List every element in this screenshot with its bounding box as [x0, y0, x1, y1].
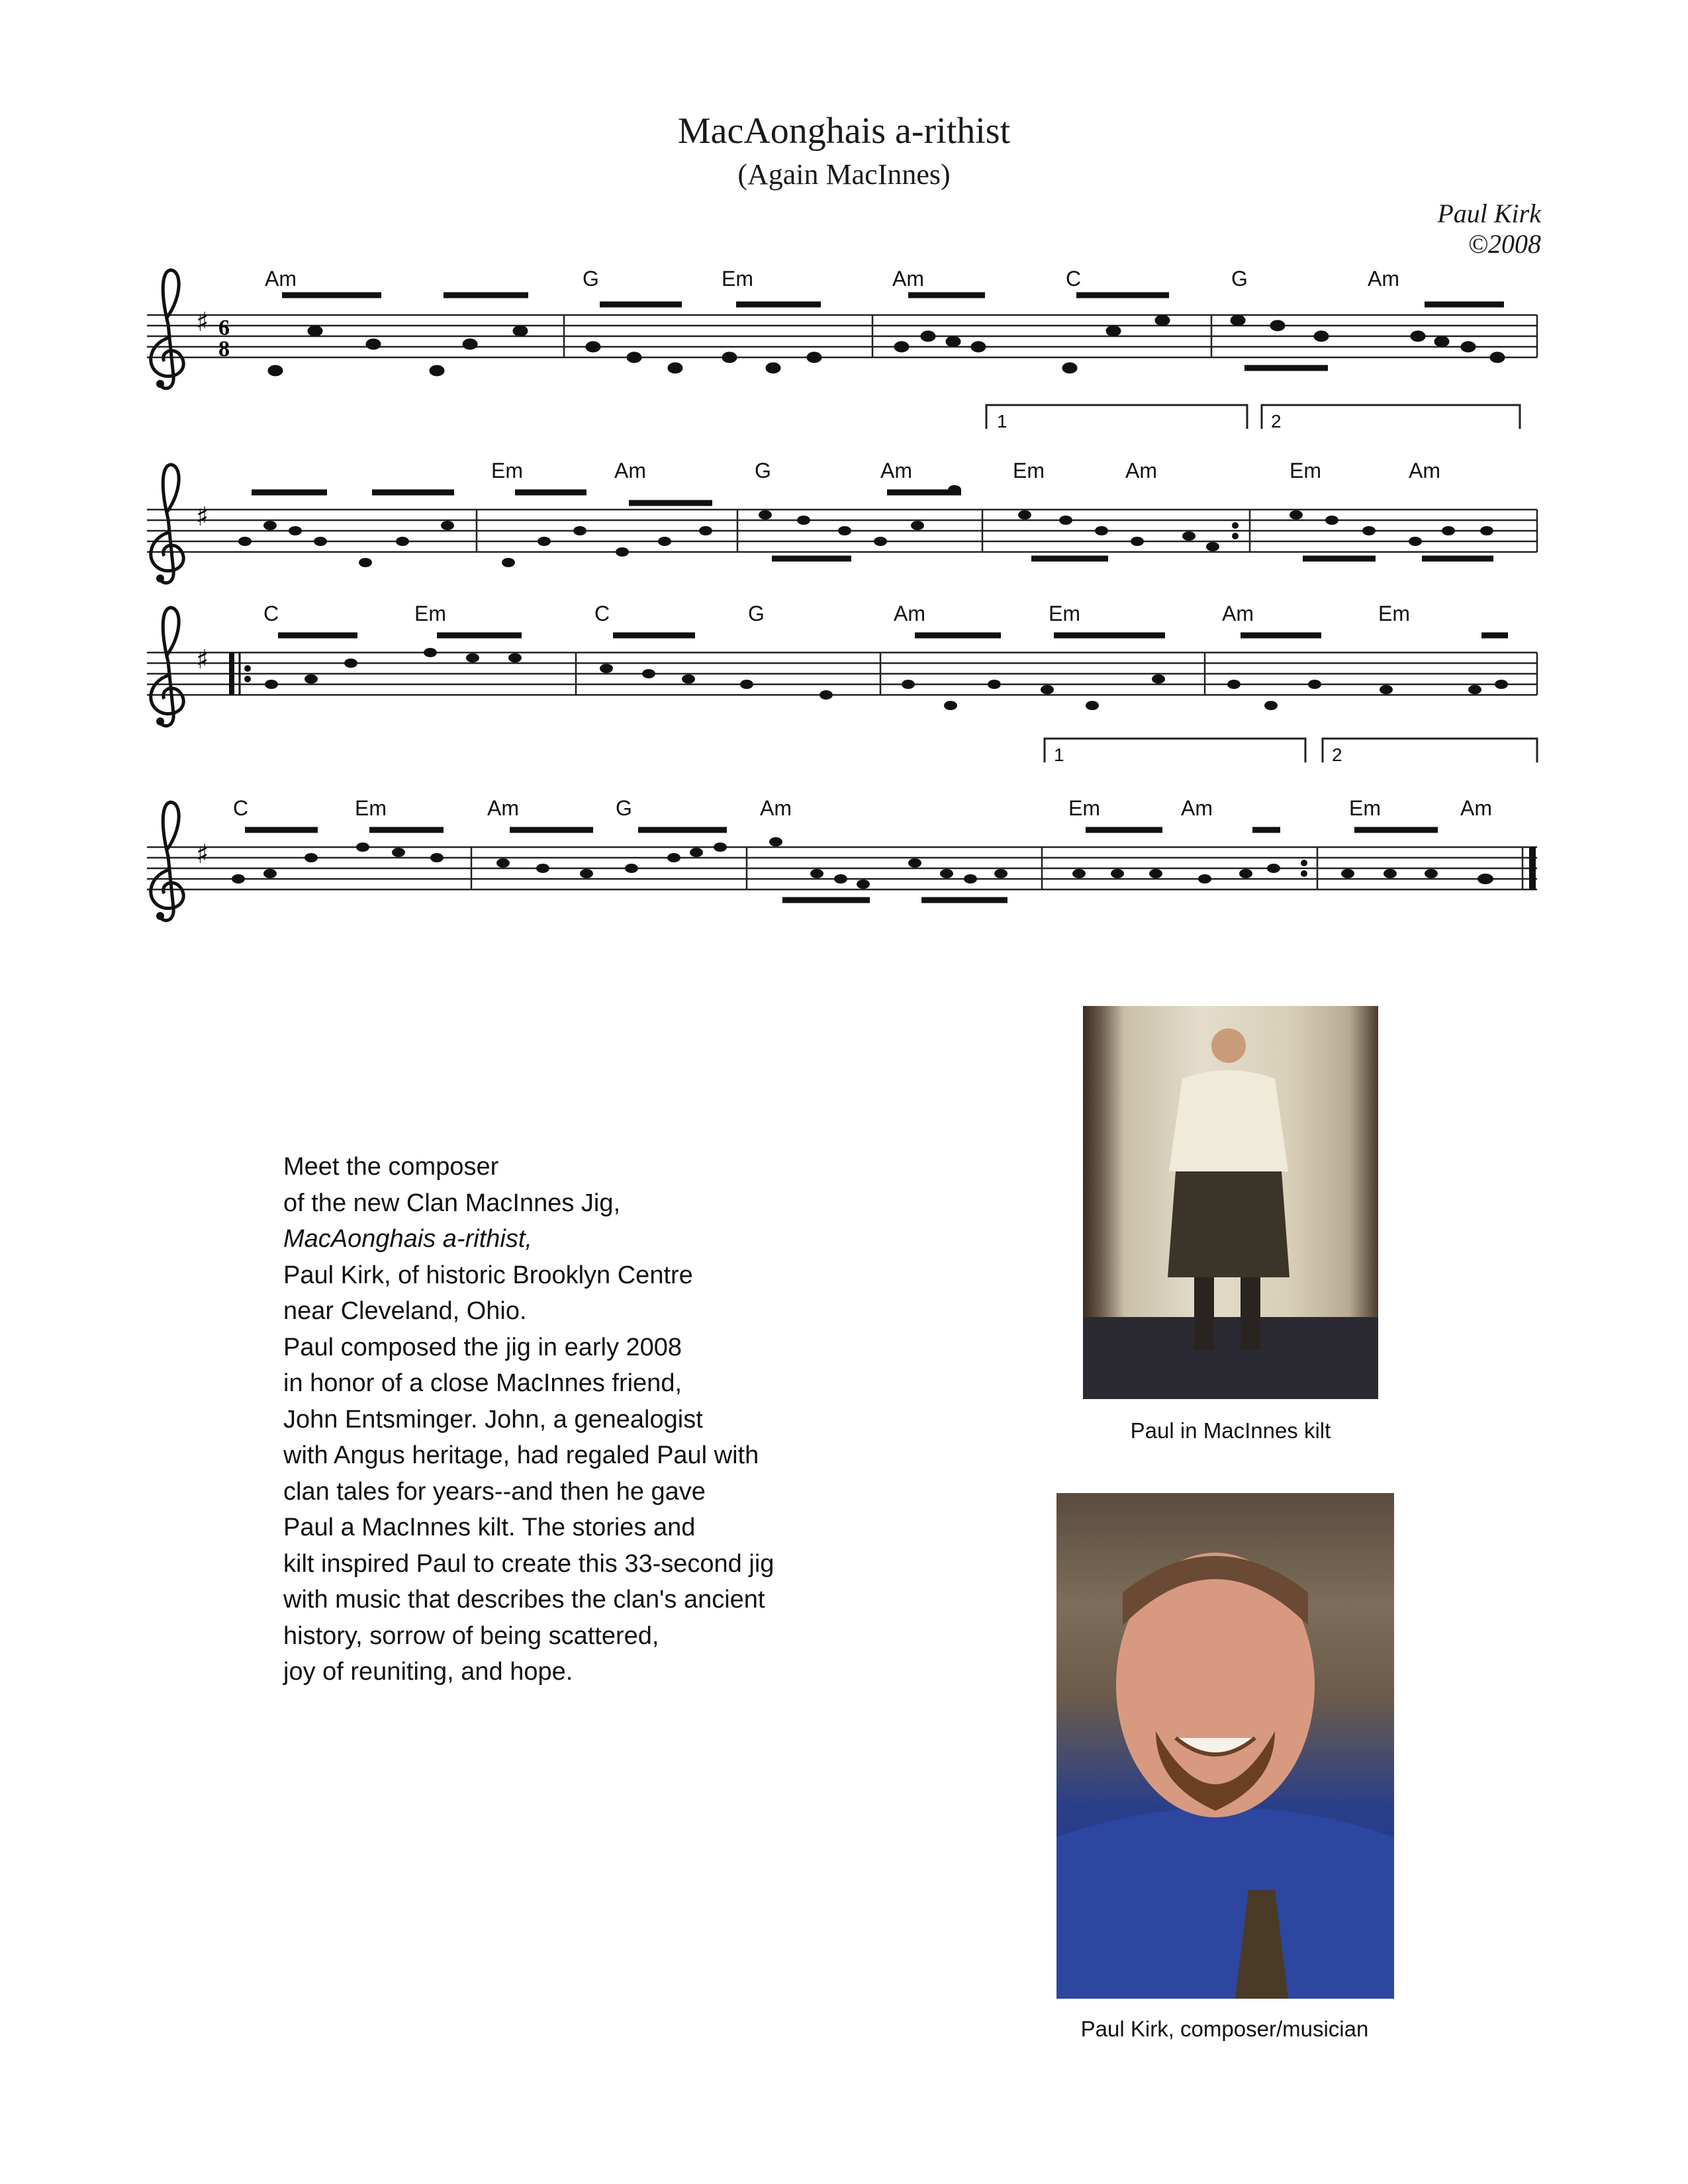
- blurb-line: with music that describes the clan's ancient: [283, 1586, 765, 1614]
- blurb-line: Paul composed the jig in early 2008: [283, 1333, 682, 1361]
- chord-symbol: Em: [1013, 459, 1045, 482]
- chord-symbol: Em: [722, 267, 753, 291]
- chord-symbol: Am: [1222, 602, 1254, 625]
- blurb-line: John Entsminger. John, a genealogist: [283, 1405, 703, 1433]
- chord-row-2: [491, 459, 1440, 482]
- chord-symbol: Am: [265, 267, 297, 291]
- blurb-line: near Cleveland, Ohio.: [283, 1297, 527, 1325]
- chord-symbol: C: [1066, 267, 1082, 291]
- blurb-line: in honor of a close MacInnes friend,: [283, 1369, 682, 1397]
- second-ending-bracket: [1323, 739, 1537, 762]
- chord-symbol: C: [233, 796, 249, 820]
- treble-clef-icon: [151, 465, 183, 583]
- blurb-line: kilt inspired Paul to create this 33-second jig: [283, 1549, 774, 1578]
- treble-clef-icon: [151, 608, 183, 726]
- chord-symbol: Am: [760, 796, 792, 820]
- composer-blurb: [283, 1149, 879, 1690]
- blurb-line: with Angus heritage, had regaled Paul with: [283, 1441, 759, 1469]
- key-signature-sharp: ♯: [196, 839, 209, 870]
- blurb-line: joy of reuniting, and hope.: [283, 1658, 573, 1686]
- chord-symbol: Em: [355, 796, 387, 820]
- chord-symbol: Em: [1378, 602, 1410, 625]
- chord-symbol: Am: [1181, 796, 1213, 820]
- blurb-line: Paul Kirk, of historic Brooklyn Centre: [283, 1261, 693, 1289]
- photo-kilt-caption: Paul in MacInnes kilt: [1130, 1418, 1331, 1443]
- chord-symbol: G: [755, 459, 771, 482]
- song-title: MacAonghais a-rithist: [677, 111, 1011, 152]
- chord-symbol: Em: [491, 459, 523, 482]
- chord-row-1: [265, 267, 1399, 291]
- blurb-line-jig-title: MacAonghais a-rithist,: [283, 1225, 532, 1253]
- photo-portrait-caption: Paul Kirk, composer/musician: [1080, 2017, 1369, 2041]
- chord-symbol: Em: [414, 602, 446, 625]
- chord-symbol: Am: [892, 267, 924, 291]
- second-ending-number: 2: [1332, 745, 1342, 765]
- key-signature-sharp: ♯: [196, 307, 209, 338]
- chord-symbol: G: [616, 796, 632, 820]
- composer-name: Paul Kirk: [1437, 199, 1541, 228]
- chord-symbol: G: [583, 267, 599, 291]
- first-ending-number: 1: [997, 411, 1008, 432]
- chord-symbol: Am: [1409, 459, 1440, 482]
- treble-clef-icon: [151, 802, 183, 921]
- key-signature-sharp: ♯: [196, 645, 209, 675]
- chord-symbol: C: [263, 602, 279, 625]
- chord-symbol: Em: [1349, 796, 1381, 820]
- blurb-line: Paul a MacInnes kilt. The stories and: [283, 1514, 696, 1541]
- first-ending-bracket: [986, 405, 1247, 429]
- staff-row-1: [147, 270, 1537, 388]
- chord-symbol: Am: [487, 796, 519, 820]
- chord-symbol: Am: [1125, 459, 1157, 482]
- sheet-music: [0, 0, 1688, 966]
- chord-symbol: Am: [880, 459, 912, 482]
- chord-row-3: [263, 602, 1410, 625]
- chord-symbol: Am: [614, 459, 646, 482]
- chord-row-4: [233, 796, 1492, 820]
- staff-row-3: [147, 608, 1537, 726]
- second-ending-bracket: [1262, 405, 1520, 429]
- chord-symbol: G: [748, 602, 765, 625]
- song-subtitle: (Again MacInnes): [737, 158, 951, 191]
- chord-symbol: Em: [1289, 459, 1321, 482]
- blurb-line: clan tales for years--and then he gave: [283, 1477, 706, 1506]
- treble-clef-icon: [151, 270, 183, 388]
- first-ending-bracket: [1045, 739, 1305, 762]
- photo-portrait: [1056, 1493, 1394, 1999]
- first-ending-number: 1: [1054, 745, 1064, 765]
- chord-symbol: G: [1231, 267, 1248, 291]
- chord-symbol: C: [594, 602, 610, 625]
- chord-symbol: Em: [1049, 602, 1080, 625]
- staff-row-4: [147, 739, 1537, 921]
- time-signature-top: 6: [218, 316, 230, 340]
- copyright-year: ©2008: [1468, 229, 1541, 259]
- time-signature-bottom: 8: [218, 337, 230, 361]
- chord-symbol: Am: [1460, 796, 1492, 820]
- second-ending-number: 2: [1271, 411, 1282, 432]
- chord-symbol: Em: [1068, 796, 1100, 820]
- blurb-line: of the new Clan MacInnes Jig,: [283, 1189, 621, 1217]
- chord-symbol: Am: [894, 602, 925, 625]
- chord-symbol: Am: [1368, 267, 1399, 291]
- key-signature-sharp: ♯: [196, 502, 209, 532]
- blurb-line: Meet the composer: [283, 1153, 499, 1181]
- staff-row-2: [147, 405, 1537, 583]
- blurb-line: history, sorrow of being scattered,: [283, 1621, 659, 1650]
- photo-kilt: [1083, 1006, 1378, 1399]
